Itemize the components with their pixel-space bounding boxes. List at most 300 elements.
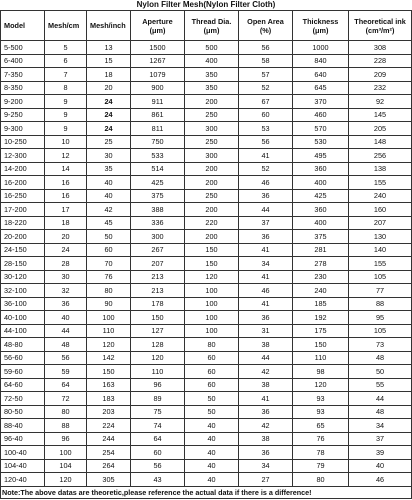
cell-theoretical-ink: 308 [349,41,412,55]
cell-theoretical-ink: 46 [349,473,412,487]
cell-theoretical-ink: 73 [349,338,412,352]
table-row [1,122,412,136]
table-row [1,311,412,325]
cell-mesh-inch: 24 [87,122,131,136]
cell-thread-dia: 300 [185,122,239,136]
header-ink-l1: Theoretical ink [354,16,406,26]
cell-aperture: 811 [131,122,185,136]
cell-mesh-inch: 305 [87,473,131,487]
cell-thickness: 425 [293,189,349,203]
cell-mesh-cm: 88 [45,419,87,433]
cell-open-area: 60 [239,108,293,122]
header-aperture-l1: Aperture [142,16,173,26]
cell-mesh-inch: 25 [87,135,131,149]
cell-open-area: 58 [239,54,293,68]
cell-mesh-inch: 264 [87,459,131,473]
cell-mesh-cm: 12 [45,149,87,163]
cell-thickness: 640 [293,68,349,82]
table-row [1,41,412,55]
cell-theoretical-ink: 155 [349,176,412,190]
header-row [1,11,412,41]
cell-mesh-cm: 18 [45,216,87,230]
cell-thread-dia: 200 [185,176,239,190]
cell-theoretical-ink: 207 [349,216,412,230]
cell-model: 30-120 [1,270,45,284]
cell-theoretical-ink: 40 [349,459,412,473]
cell-mesh-inch: 40 [87,189,131,203]
cell-aperture: 300 [131,230,185,244]
cell-aperture: 336 [131,216,185,230]
cell-model: 24-150 [1,243,45,257]
cell-theoretical-ink: 240 [349,189,412,203]
cell-thread-dia: 60 [185,351,239,365]
cell-mesh-inch: 18 [87,68,131,82]
cell-aperture: 96 [131,378,185,392]
header-aperture [131,11,185,41]
header-thread-l2: (μm) [203,25,220,35]
cell-thickness: 230 [293,270,349,284]
cell-aperture: 60 [131,446,185,460]
cell-mesh-inch: 70 [87,257,131,271]
table-row [1,284,412,298]
cell-thickness: 240 [293,284,349,298]
cell-mesh-cm: 9 [45,122,87,136]
cell-mesh-inch: 45 [87,216,131,230]
cell-thread-dia: 50 [185,405,239,419]
header-theoretical-ink [349,11,412,41]
cell-mesh-cm: 56 [45,351,87,365]
table-row [1,392,412,406]
cell-theoretical-ink: 205 [349,122,412,136]
cell-mesh-cm: 120 [45,473,87,487]
cell-thickness: 79 [293,459,349,473]
cell-model: 9-300 [1,122,45,136]
cell-aperture: 56 [131,459,185,473]
table-title: Nylon Filter Mesh(Nylon Filter Cloth) [136,0,276,9]
cell-open-area: 34 [239,257,293,271]
cell-thread-dia: 40 [185,419,239,433]
cell-theoretical-ink: 92 [349,95,412,109]
cell-thickness: 840 [293,54,349,68]
cell-model: 104-40 [1,459,45,473]
cell-model: 5-500 [1,41,45,55]
cell-open-area: 56 [239,135,293,149]
cell-thickness: 150 [293,338,349,352]
header-ink-l2: (cm³/m²) [365,25,395,35]
cell-thickness: 400 [293,176,349,190]
cell-thread-dia: 150 [185,257,239,271]
cell-open-area: 27 [239,473,293,487]
cell-open-area: 41 [239,149,293,163]
cell-model: 96-40 [1,432,45,446]
cell-mesh-inch: 100 [87,311,131,325]
cell-aperture: 900 [131,81,185,95]
cell-open-area: 53 [239,122,293,136]
cell-thickness: 192 [293,311,349,325]
cell-mesh-cm: 104 [45,459,87,473]
cell-mesh-cm: 5 [45,41,87,55]
cell-thickness: 645 [293,81,349,95]
cell-model: 88-40 [1,419,45,433]
cell-open-area: 36 [239,311,293,325]
cell-thread-dia: 100 [185,284,239,298]
cell-mesh-inch: 163 [87,378,131,392]
cell-model: 17-200 [1,203,45,217]
table-row [1,419,412,433]
cell-aperture: 43 [131,473,185,487]
cell-open-area: 41 [239,270,293,284]
cell-theoretical-ink: 155 [349,257,412,271]
cell-aperture: 1267 [131,54,185,68]
cell-model: 18-220 [1,216,45,230]
cell-mesh-inch: 183 [87,392,131,406]
cell-thread-dia: 120 [185,270,239,284]
cell-mesh-cm: 16 [45,189,87,203]
cell-model: 80-50 [1,405,45,419]
cell-mesh-cm: 100 [45,446,87,460]
cell-mesh-cm: 30 [45,270,87,284]
cell-mesh-cm: 44 [45,324,87,338]
cell-thread-dia: 40 [185,459,239,473]
cell-open-area: 34 [239,459,293,473]
cell-model: 8-350 [1,81,45,95]
cell-aperture: 89 [131,392,185,406]
cell-open-area: 42 [239,365,293,379]
cell-thickness: 65 [293,419,349,433]
cell-open-area: 36 [239,189,293,203]
cell-mesh-inch: 20 [87,81,131,95]
cell-open-area: 67 [239,95,293,109]
header-model: Model [1,11,45,41]
cell-mesh-inch: 24 [87,108,131,122]
cell-aperture: 213 [131,284,185,298]
cell-thickness: 570 [293,122,349,136]
cell-mesh-cm: 9 [45,108,87,122]
cell-aperture: 1500 [131,41,185,55]
cell-model: 44-100 [1,324,45,338]
cell-mesh-inch: 13 [87,41,131,55]
cell-model: 14-200 [1,162,45,176]
cell-theoretical-ink: 228 [349,54,412,68]
cell-model: 9-250 [1,108,45,122]
cell-mesh-cm: 80 [45,405,87,419]
cell-aperture: 750 [131,135,185,149]
cell-mesh-cm: 16 [45,176,87,190]
table-row [1,243,412,257]
cell-thread-dia: 250 [185,189,239,203]
table-row [1,459,412,473]
cell-model: 6-400 [1,54,45,68]
cell-open-area: 36 [239,405,293,419]
cell-mesh-cm: 28 [45,257,87,271]
cell-thread-dia: 100 [185,324,239,338]
cell-theoretical-ink: 145 [349,108,412,122]
cell-thickness: 93 [293,405,349,419]
cell-mesh-cm: 96 [45,432,87,446]
cell-aperture: 120 [131,351,185,365]
cell-mesh-inch: 40 [87,176,131,190]
cell-thickness: 495 [293,149,349,163]
cell-thickness: 360 [293,203,349,217]
cell-open-area: 42 [239,419,293,433]
cell-thread-dia: 300 [185,149,239,163]
cell-model: 48-80 [1,338,45,352]
table-row [1,149,412,163]
cell-mesh-inch: 30 [87,149,131,163]
cell-mesh-cm: 48 [45,338,87,352]
table-row [1,432,412,446]
cell-open-area: 38 [239,378,293,392]
cell-open-area: 41 [239,392,293,406]
cell-model: 120-40 [1,473,45,487]
cell-model: 20-200 [1,230,45,244]
cell-mesh-inch: 80 [87,284,131,298]
table-row [1,230,412,244]
header-open-area [239,11,293,41]
cell-theoretical-ink: 232 [349,81,412,95]
cell-mesh-inch: 254 [87,446,131,460]
table-row [1,378,412,392]
table-row [1,68,412,82]
cell-open-area: 38 [239,338,293,352]
cell-model: 100-40 [1,446,45,460]
footnote: Note:The above datas are theoretic,please reference the actual data if there is a difference! [0,487,412,499]
cell-mesh-cm: 8 [45,81,87,95]
cell-thread-dia: 60 [185,378,239,392]
cell-mesh-cm: 14 [45,162,87,176]
cell-mesh-inch: 110 [87,324,131,338]
cell-thickness: 110 [293,351,349,365]
table-row [1,405,412,419]
header-thickness [293,11,349,41]
cell-open-area: 52 [239,162,293,176]
cell-theoretical-ink: 256 [349,149,412,163]
cell-mesh-cm: 36 [45,297,87,311]
cell-mesh-cm: 10 [45,135,87,149]
cell-thread-dia: 200 [185,162,239,176]
cell-thickness: 400 [293,216,349,230]
cell-aperture: 388 [131,203,185,217]
cell-open-area: 36 [239,446,293,460]
cell-theoretical-ink: 34 [349,419,412,433]
cell-thread-dia: 80 [185,338,239,352]
cell-aperture: 128 [131,338,185,352]
cell-mesh-cm: 59 [45,365,87,379]
cell-thread-dia: 40 [185,473,239,487]
cell-thickness: 185 [293,297,349,311]
table-row [1,257,412,271]
cell-aperture: 75 [131,405,185,419]
table-row [1,297,412,311]
cell-mesh-inch: 150 [87,365,131,379]
cell-theoretical-ink: 48 [349,405,412,419]
cell-mesh-inch: 203 [87,405,131,419]
table-row [1,203,412,217]
cell-thickness: 278 [293,257,349,271]
cell-open-area: 44 [239,351,293,365]
cell-open-area: 46 [239,284,293,298]
cell-thread-dia: 200 [185,203,239,217]
cell-theoretical-ink: 105 [349,324,412,338]
cell-mesh-inch: 120 [87,338,131,352]
cell-mesh-cm: 72 [45,392,87,406]
table-row [1,135,412,149]
cell-mesh-inch: 90 [87,297,131,311]
cell-mesh-cm: 17 [45,203,87,217]
cell-aperture: 267 [131,243,185,257]
table-row [1,95,412,109]
cell-mesh-inch: 35 [87,162,131,176]
cell-theoretical-ink: 39 [349,446,412,460]
cell-thickness: 370 [293,95,349,109]
cell-theoretical-ink: 50 [349,365,412,379]
cell-aperture: 1079 [131,68,185,82]
table-row [1,351,412,365]
cell-aperture: 911 [131,95,185,109]
cell-thread-dia: 100 [185,311,239,325]
header-aperture-l2: (μm) [149,25,166,35]
cell-model: 59-60 [1,365,45,379]
cell-model: 9-200 [1,95,45,109]
cell-open-area: 41 [239,243,293,257]
cell-aperture: 207 [131,257,185,271]
header-thick-l2: (μm) [312,25,329,35]
cell-mesh-inch: 15 [87,54,131,68]
cell-aperture: 150 [131,311,185,325]
cell-aperture: 533 [131,149,185,163]
cell-theoretical-ink: 77 [349,284,412,298]
header-mesh-inch: Mesh/inch [87,11,131,41]
cell-mesh-inch: 224 [87,419,131,433]
cell-theoretical-ink: 55 [349,378,412,392]
cell-mesh-inch: 60 [87,243,131,257]
cell-mesh-cm: 7 [45,68,87,82]
cell-aperture: 110 [131,365,185,379]
cell-model: 72-50 [1,392,45,406]
cell-thickness: 1000 [293,41,349,55]
cell-open-area: 41 [239,297,293,311]
spec-table [0,10,412,487]
cell-thread-dia: 400 [185,54,239,68]
cell-open-area: 31 [239,324,293,338]
cell-theoretical-ink: 130 [349,230,412,244]
table-row [1,162,412,176]
cell-model: 56-60 [1,351,45,365]
table-row [1,446,412,460]
cell-theoretical-ink: 88 [349,297,412,311]
cell-thread-dia: 200 [185,230,239,244]
cell-thickness: 78 [293,446,349,460]
cell-model: 28-150 [1,257,45,271]
cell-theoretical-ink: 140 [349,243,412,257]
header-open-l2: (%) [259,25,272,35]
cell-open-area: 38 [239,432,293,446]
cell-aperture: 861 [131,108,185,122]
cell-mesh-cm: 9 [45,95,87,109]
cell-mesh-cm: 64 [45,378,87,392]
cell-thread-dia: 200 [185,95,239,109]
cell-aperture: 213 [131,270,185,284]
cell-thread-dia: 150 [185,243,239,257]
cell-aperture: 178 [131,297,185,311]
cell-aperture: 74 [131,419,185,433]
cell-model: 12-300 [1,149,45,163]
cell-thread-dia: 350 [185,68,239,82]
header-mesh-cm: Mesh/cm [45,11,87,41]
table-row [1,473,412,487]
cell-aperture: 425 [131,176,185,190]
cell-model: 36-100 [1,297,45,311]
cell-aperture: 375 [131,189,185,203]
cell-open-area: 57 [239,68,293,82]
cell-aperture: 127 [131,324,185,338]
header-thick-l1: Thickness [302,16,339,26]
cell-thickness: 98 [293,365,349,379]
cell-mesh-cm: 32 [45,284,87,298]
cell-thickness: 80 [293,473,349,487]
table-row [1,189,412,203]
cell-thread-dia: 250 [185,135,239,149]
cell-open-area: 52 [239,81,293,95]
cell-theoretical-ink: 95 [349,311,412,325]
table-row [1,54,412,68]
table-row [1,270,412,284]
header-thread-dia [185,11,239,41]
table-row [1,108,412,122]
cell-thickness: 93 [293,392,349,406]
cell-mesh-inch: 244 [87,432,131,446]
cell-model: 40-100 [1,311,45,325]
cell-theoretical-ink: 148 [349,135,412,149]
cell-thickness: 76 [293,432,349,446]
cell-mesh-inch: 50 [87,230,131,244]
table-body [1,41,412,487]
cell-thickness: 360 [293,162,349,176]
cell-theoretical-ink: 160 [349,203,412,217]
cell-model: 16-250 [1,189,45,203]
table-row [1,338,412,352]
cell-thickness: 281 [293,243,349,257]
cell-thread-dia: 350 [185,81,239,95]
cell-thickness: 175 [293,324,349,338]
cell-thickness: 460 [293,108,349,122]
table-row [1,81,412,95]
cell-thickness: 375 [293,230,349,244]
cell-model: 32-100 [1,284,45,298]
cell-open-area: 56 [239,41,293,55]
cell-mesh-inch: 24 [87,95,131,109]
cell-theoretical-ink: 48 [349,351,412,365]
cell-mesh-inch: 142 [87,351,131,365]
cell-theoretical-ink: 44 [349,392,412,406]
cell-mesh-cm: 24 [45,243,87,257]
cell-aperture: 64 [131,432,185,446]
table-row [1,324,412,338]
table-row [1,365,412,379]
table-row [1,176,412,190]
cell-model: 64-60 [1,378,45,392]
cell-thread-dia: 40 [185,432,239,446]
header-open-l1: Open Area [247,16,284,26]
table-row [1,216,412,230]
cell-open-area: 44 [239,203,293,217]
cell-thread-dia: 40 [185,446,239,460]
cell-model: 16-200 [1,176,45,190]
cell-theoretical-ink: 138 [349,162,412,176]
cell-thread-dia: 100 [185,297,239,311]
cell-mesh-cm: 6 [45,54,87,68]
cell-thickness: 120 [293,378,349,392]
